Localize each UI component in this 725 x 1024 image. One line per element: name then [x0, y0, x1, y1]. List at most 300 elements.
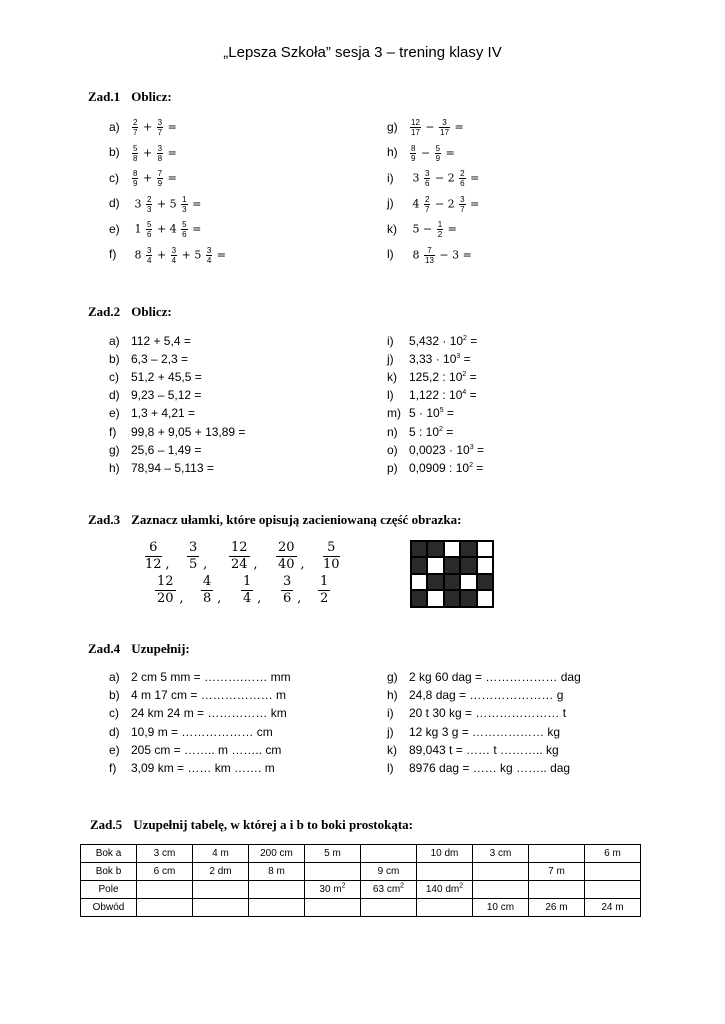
- numerator: 7: [157, 169, 163, 178]
- exercise-item: [109, 406, 195, 420]
- shaded-grid: [410, 540, 494, 608]
- table-cell: [585, 881, 641, 899]
- expr-text: 5,432 · 10: [409, 334, 464, 348]
- zad1-heading: Zad.1 Oblicz:: [88, 89, 172, 104]
- fraction-option: [201, 574, 222, 607]
- exercise-item: [387, 425, 453, 439]
- expr-text: + 5: [178, 248, 205, 262]
- table-cell: [473, 863, 529, 881]
- fraction: [459, 169, 465, 188]
- denominator: 17: [440, 128, 450, 137]
- item-letter: k): [387, 221, 397, 236]
- denominator: 9: [435, 153, 441, 163]
- expr-text: − 2: [431, 171, 459, 185]
- item-letter: f): [109, 247, 117, 262]
- expr-text: =: [473, 442, 484, 457]
- denominator: 9: [411, 153, 416, 163]
- expr-text: + 5: [153, 197, 181, 211]
- fraction-option: [281, 574, 302, 607]
- shaded-cell: [460, 590, 476, 606]
- expr-text: =: [213, 248, 227, 262]
- item-letter: b): [109, 352, 120, 367]
- denominator: 7: [460, 204, 465, 214]
- expr-text: 1,3 + 4,21 =: [131, 406, 196, 421]
- fraction-option: [155, 574, 184, 607]
- item-letter: i): [387, 706, 394, 721]
- fraction-option: [323, 540, 340, 573]
- exercise-item: [109, 670, 291, 684]
- numerator: 12: [157, 574, 174, 589]
- expr-text: =: [188, 222, 202, 236]
- row-header: Bok a: [81, 845, 137, 863]
- table-cell: 9 cm: [361, 863, 417, 881]
- item-letter: i): [387, 334, 394, 348]
- expr-text: + 4: [153, 222, 181, 236]
- exponent: 3: [469, 443, 474, 451]
- expr-text: =: [164, 171, 177, 185]
- table-cell: [473, 881, 529, 899]
- exponent: 3: [456, 353, 461, 361]
- numerator: 2: [460, 169, 465, 178]
- expr-text: 20 t 30 kg = ………………… t: [409, 706, 567, 721]
- table-cell: [137, 881, 193, 899]
- fraction: [206, 246, 212, 265]
- table-cell: 2 dm: [193, 863, 249, 881]
- row-header: Bok b: [81, 863, 137, 881]
- denominator: 6: [147, 230, 152, 239]
- table-row: [81, 863, 641, 881]
- denominator: 4: [243, 591, 252, 606]
- exercise-item: [109, 761, 275, 775]
- denominator: 10: [323, 557, 340, 572]
- expr-text: 4: [409, 197, 423, 211]
- denominator: 6: [425, 179, 430, 188]
- item-letter: e): [109, 406, 120, 421]
- numerator: 5: [435, 143, 441, 153]
- shaded-cell: [460, 557, 476, 573]
- exercise-item: [387, 743, 559, 757]
- item-letter: d): [109, 388, 120, 403]
- shaded-cell: [444, 590, 460, 606]
- expr-text: 89,043 t = …… t ……….. kg: [409, 742, 559, 757]
- fraction: [132, 144, 138, 163]
- exercise-item: [109, 169, 177, 188]
- table-cell: [529, 845, 585, 863]
- shaded-cell: [444, 574, 460, 590]
- numerator: 3: [206, 245, 212, 255]
- item-letter: f): [109, 761, 117, 775]
- shaded-cell: [427, 541, 443, 557]
- table-cell: [417, 881, 473, 899]
- denominator: 9: [157, 179, 163, 188]
- item-letter: d): [109, 724, 120, 739]
- fraction: [132, 118, 138, 137]
- expr-text: 112 + 5,4 =: [131, 334, 191, 348]
- comma: ,: [165, 557, 170, 572]
- empty-cell: [427, 590, 443, 606]
- numerator: 1: [243, 574, 252, 589]
- expr-text: =: [442, 146, 455, 160]
- denominator: 8: [203, 591, 212, 606]
- fraction: [439, 118, 450, 137]
- numerator: 5: [182, 220, 187, 229]
- fraction: [157, 169, 163, 188]
- comma: ,: [257, 591, 262, 606]
- denominator: 9: [133, 179, 138, 188]
- denominator: 12: [145, 557, 162, 572]
- expr-text: 2 cm 5 mm = ……….…… mm: [131, 670, 291, 684]
- expr-text: =: [466, 171, 480, 185]
- exercise-item: [387, 169, 479, 188]
- table-cell: [361, 881, 417, 899]
- table-cell: [193, 899, 249, 917]
- denominator: 8: [157, 153, 163, 163]
- expr-text: =: [443, 406, 454, 421]
- zad5-heading: Zad.5 Uzupełnij tabelę, w której a i b to boki prostokąta:: [90, 817, 413, 832]
- denominator: 4: [171, 255, 177, 265]
- fraction: [424, 169, 430, 188]
- numerator: 3: [147, 245, 152, 255]
- exercise-item: [109, 246, 226, 265]
- page-title: „Lepsza Szkoła” sesja 3 – trening klasy IV: [223, 44, 502, 61]
- table-cell: 24 m: [585, 899, 641, 917]
- table-cell: 10 cm: [473, 899, 529, 917]
- expr-text: 0,0909 : 10: [409, 460, 470, 475]
- exponent: 2: [459, 882, 464, 890]
- exercise-item: [387, 220, 457, 239]
- denominator: 13: [425, 255, 434, 265]
- fraction-option: [241, 574, 262, 607]
- denominator: 3: [147, 204, 152, 214]
- item-letter: i): [387, 170, 394, 185]
- fraction-option: [145, 540, 170, 573]
- expr-text: =: [466, 388, 477, 403]
- exercise-item: [109, 688, 286, 702]
- exercise-item: [109, 725, 273, 739]
- fraction: [146, 246, 152, 265]
- numerator: 12: [411, 118, 420, 127]
- empty-cell: [411, 574, 427, 590]
- empty-cell: [444, 541, 460, 557]
- fraction-option: [318, 574, 330, 607]
- table-cell: 4 m: [193, 845, 249, 863]
- exercise-item: [387, 144, 455, 163]
- expr-text: −: [417, 146, 434, 160]
- expr-text: −: [421, 120, 439, 134]
- expr-text: 25,6 – 1,49 =: [131, 442, 202, 457]
- table-cell: 6 m: [585, 845, 641, 863]
- numerator: 1: [182, 194, 187, 204]
- expr-text: 9,23 – 5,12 =: [131, 388, 202, 403]
- exercise-item: [387, 761, 570, 775]
- table-cell: 3 cm: [137, 845, 193, 863]
- table-cell: 3 cm: [473, 845, 529, 863]
- expr-text: +: [153, 248, 170, 262]
- expr-text: 1,122 : 10: [409, 388, 463, 403]
- fraction: [146, 220, 152, 239]
- item-letter: k): [387, 742, 397, 757]
- expr-text: 8: [409, 248, 423, 262]
- table-cell: 6 cm: [137, 863, 193, 881]
- expr-text: =: [164, 146, 177, 160]
- expr-text: 1: [131, 222, 145, 236]
- exercise-item: [109, 334, 191, 348]
- item-letter: b): [109, 688, 120, 703]
- denominator: 7: [133, 128, 138, 137]
- table-cell: [137, 899, 193, 917]
- empty-cell: [477, 541, 493, 557]
- expr-text: +: [139, 171, 156, 185]
- item-letter: l): [387, 761, 394, 775]
- exponent: 2: [469, 461, 473, 469]
- item-letter: c): [109, 370, 119, 385]
- denominator: 7: [425, 204, 430, 214]
- table-row: [81, 899, 641, 917]
- exercise-item: [387, 118, 464, 137]
- exercise-item: [109, 144, 177, 163]
- denominator: 2: [320, 591, 329, 606]
- shaded-cell: [411, 557, 427, 573]
- exercise-item: [387, 706, 566, 720]
- table-cell: [305, 899, 361, 917]
- item-letter: o): [387, 442, 398, 457]
- cell-value: 140 dm: [425, 884, 460, 895]
- exercise-item: [387, 688, 563, 702]
- table-cell: 200 cm: [249, 845, 305, 863]
- item-letter: g): [109, 442, 120, 457]
- expr-text: =: [466, 197, 480, 211]
- comma: ,: [217, 591, 222, 606]
- fraction: [132, 169, 138, 188]
- exponent: 4: [462, 389, 467, 397]
- item-letter: k): [387, 370, 397, 385]
- numerator: 3: [425, 169, 430, 178]
- item-letter: l): [387, 247, 394, 262]
- table-cell: [529, 881, 585, 899]
- row-header: Obwód: [81, 899, 137, 917]
- table-cell: [361, 845, 417, 863]
- table-cell: [417, 899, 473, 917]
- expr-text: =: [442, 424, 454, 439]
- exercise-item: [387, 406, 454, 420]
- rectangle-table: [80, 844, 641, 917]
- item-letter: m): [387, 406, 401, 421]
- fraction: [410, 118, 421, 137]
- table-cell: [249, 881, 305, 899]
- table-cell: [193, 881, 249, 899]
- exponent: 2: [400, 882, 405, 890]
- comma: ,: [300, 557, 305, 572]
- expr-text: 3,09 km = …… km ……. m: [131, 761, 275, 775]
- item-letter: h): [109, 460, 120, 475]
- item-letter: f): [109, 424, 117, 439]
- numerator: 2: [425, 194, 430, 204]
- item-letter: e): [109, 221, 120, 236]
- cell-value: 63 cm: [372, 884, 401, 895]
- expr-text: =: [466, 370, 477, 385]
- exercise-item: [387, 461, 483, 475]
- table-cell: [361, 899, 417, 917]
- table-cell: [305, 863, 361, 881]
- expr-text: 8976 dag = …… kg …….. dag: [409, 761, 571, 775]
- expr-text: =: [164, 120, 177, 134]
- shaded-cell: [411, 541, 427, 557]
- numerator: 2: [133, 118, 138, 127]
- item-letter: c): [109, 706, 119, 721]
- numerator: 1: [437, 220, 443, 229]
- denominator: 5: [189, 557, 198, 572]
- numerator: 3: [157, 143, 163, 153]
- item-letter: l): [387, 388, 394, 403]
- expr-text: =: [466, 334, 478, 348]
- expr-text: 24 km 24 m = …………… km: [131, 706, 287, 721]
- empty-cell: [477, 557, 493, 573]
- fraction: [424, 195, 430, 214]
- denominator: 3: [182, 204, 187, 214]
- fraction: [181, 220, 187, 239]
- expr-text: 5 −: [409, 222, 436, 236]
- denominator: 8: [133, 153, 138, 163]
- expr-text: 125,2 : 10: [409, 370, 463, 385]
- denominator: 6: [182, 230, 187, 239]
- expr-text: =: [444, 222, 457, 236]
- expr-text: 0,0023 · 10: [409, 442, 470, 457]
- expr-text: 78,94 – 5,113 =: [131, 460, 214, 475]
- numerator: 2: [147, 194, 152, 204]
- table-cell: 26 m: [529, 899, 585, 917]
- expr-text: 99,8 + 9,05 + 13,89 =: [131, 424, 246, 439]
- empty-cell: [477, 590, 493, 606]
- expr-text: =: [188, 197, 202, 211]
- expr-text: +: [139, 120, 156, 134]
- comma: ,: [253, 557, 258, 572]
- fraction: [171, 246, 177, 265]
- row-header: Pole: [81, 881, 137, 899]
- exercise-item: [109, 443, 201, 457]
- table-cell: 5 m: [305, 845, 361, 863]
- denominator: 20: [157, 591, 174, 606]
- exercise-item: [387, 443, 484, 457]
- zad4-heading: Zad.4 Uzupełnij:: [88, 641, 190, 656]
- exponent: 2: [462, 371, 467, 379]
- item-letter: j): [387, 352, 394, 367]
- numerator: 3: [157, 118, 163, 127]
- fraction: [459, 195, 465, 214]
- exercise-item: [387, 352, 471, 366]
- denominator: 4: [206, 255, 212, 265]
- shaded-cell: [460, 541, 476, 557]
- exercise-item: [387, 195, 479, 214]
- exponent: 2: [341, 882, 346, 890]
- denominator: 40: [278, 557, 295, 572]
- expr-text: − 2: [431, 197, 459, 211]
- fraction-option: [187, 540, 208, 573]
- item-letter: h): [387, 145, 398, 160]
- table-cell: [249, 899, 305, 917]
- exercise-item: [109, 388, 201, 402]
- comma: ,: [297, 591, 302, 606]
- expr-text: 2 kg 60 dag = ……………… dag: [409, 670, 581, 684]
- expr-text: 3,33 · 10: [409, 352, 457, 367]
- numerator: 5: [323, 540, 340, 557]
- denominator: 6: [283, 591, 292, 606]
- expr-text: =: [460, 352, 471, 367]
- fraction: [435, 144, 441, 163]
- exercise-item: [387, 334, 477, 348]
- expr-text: 205 cm = …….. m …….. cm: [131, 742, 282, 757]
- numerator: 3: [460, 194, 465, 204]
- fraction: [146, 195, 152, 214]
- exercise-item: [109, 461, 214, 475]
- table-cell: [417, 863, 473, 881]
- numerator: 3: [189, 540, 198, 555]
- item-letter: a): [109, 119, 120, 134]
- zad3-heading: Zad.3 Zaznacz ułamki, które opisują zacieniowaną część obrazka:: [88, 512, 462, 527]
- expr-text: =: [451, 120, 464, 134]
- exponent: 2: [463, 335, 467, 342]
- denominator: 17: [411, 128, 420, 137]
- item-letter: g): [387, 119, 398, 134]
- shaded-cell: [477, 574, 493, 590]
- fraction-option: [229, 540, 258, 573]
- table-cell: 10 dm: [417, 845, 473, 863]
- numerator: 4: [203, 574, 212, 589]
- fraction: [157, 118, 163, 137]
- numerator: 3: [171, 245, 177, 255]
- item-letter: e): [109, 742, 120, 757]
- denominator: 2: [437, 230, 443, 239]
- expr-text: 3: [409, 171, 423, 185]
- exercise-item: [387, 370, 477, 384]
- denominator: 6: [460, 179, 465, 188]
- shaded-cell: [427, 574, 443, 590]
- table-cell: [585, 863, 641, 881]
- table-cell: [305, 881, 361, 899]
- exercise-item: [109, 352, 188, 366]
- shaded-cell: [444, 557, 460, 573]
- exercise-item: [109, 195, 201, 214]
- comma: ,: [203, 557, 208, 572]
- exercise-item: [109, 370, 202, 384]
- item-letter: h): [387, 688, 398, 703]
- zad2-heading: Zad.2 Oblicz:: [88, 304, 172, 319]
- numerator: 8: [133, 169, 138, 178]
- fraction: [424, 246, 435, 265]
- expr-text: 6,3 – 2,3 =: [131, 352, 189, 367]
- exercise-item: [387, 246, 472, 265]
- expr-text: +: [139, 146, 156, 160]
- exercise-item: [109, 706, 287, 720]
- expr-text: 12 kg 3 g = ……………… kg: [409, 724, 561, 739]
- table-row: [81, 845, 641, 863]
- item-letter: g): [387, 670, 398, 684]
- item-letter: a): [109, 334, 120, 348]
- numerator: 5: [133, 143, 138, 153]
- item-letter: j): [387, 196, 394, 211]
- exercise-item: [387, 388, 477, 402]
- fraction: [181, 195, 187, 214]
- table-cell: 7 m: [529, 863, 585, 881]
- exercise-item: [109, 220, 201, 239]
- expr-text: 51,2 + 45,5 =: [131, 370, 202, 385]
- exponent: 5: [439, 407, 444, 415]
- numerator: 12: [231, 540, 248, 555]
- expr-text: =: [472, 460, 484, 475]
- exercise-item: [109, 743, 281, 757]
- item-letter: c): [109, 170, 119, 185]
- empty-cell: [427, 557, 443, 573]
- exercise-item: [109, 425, 245, 439]
